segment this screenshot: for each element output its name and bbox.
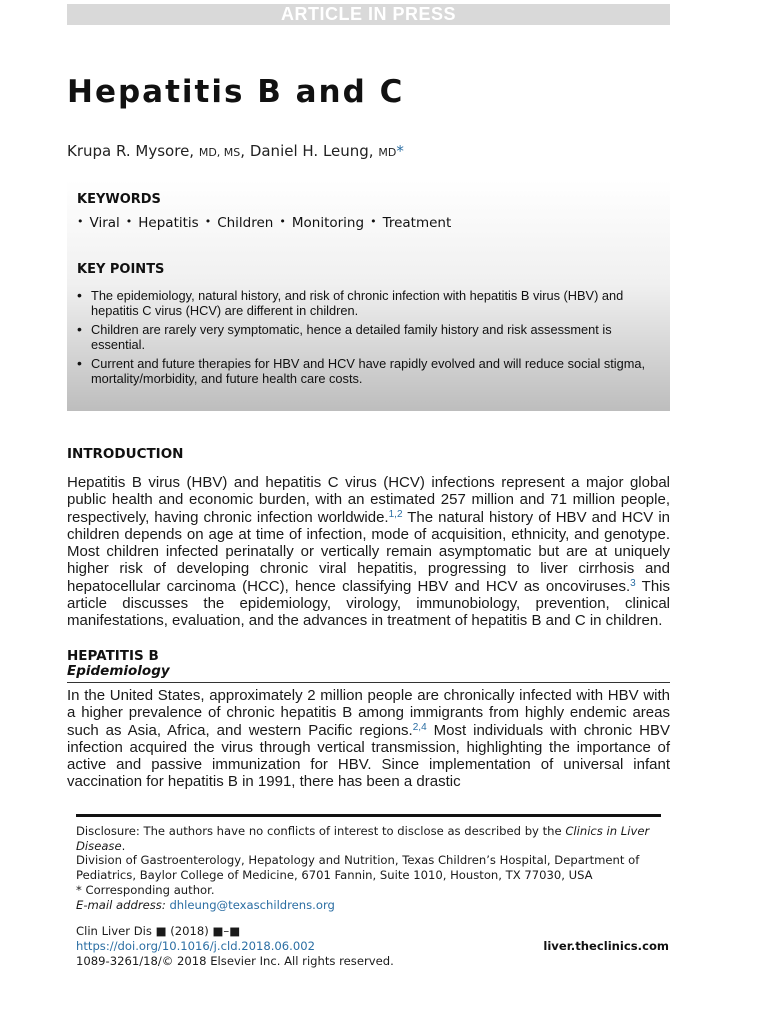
- keywords-heading: KEYWORDS: [77, 192, 161, 207]
- keyword-bullet: •: [370, 215, 377, 228]
- citation-ref[interactable]: 3: [630, 577, 636, 589]
- keyword-bullet: •: [279, 215, 286, 228]
- issn-copyright: 1089-3261/18/© 2018 Elsevier Inc. All rights reserved.: [76, 954, 394, 968]
- journal-site: liver.theclinics.com: [543, 939, 669, 953]
- corresponding-author-note: * Corresponding author.: [76, 883, 215, 897]
- keyword-list: [77, 215, 451, 231]
- disclosure-text: Disclosure: The authors have no conflicts of interest to disclose as described by the: [76, 824, 566, 838]
- author-degrees: MD: [378, 146, 397, 159]
- key-points-heading: KEY POINTS: [77, 262, 165, 277]
- email-line: [76, 898, 666, 913]
- keyword: Monitoring: [291, 215, 365, 231]
- keyword-bullet: •: [125, 215, 133, 228]
- introduction-heading: INTRODUCTION: [67, 446, 184, 462]
- article-title: Hepatitis B and C: [67, 74, 405, 110]
- journal-citation: Clin Liver Dis ■ (2018) ■–■: [76, 924, 241, 938]
- keywords-box: [67, 180, 670, 411]
- key-points-list: [77, 288, 657, 390]
- keyword: Treatment: [382, 215, 452, 231]
- corresponding-author-mark[interactable]: *: [396, 142, 404, 160]
- intro-text: Hepatitis B virus (HBV) and hepatitis C virus (HCV) infections represent a major global public health and economic burden, with an estimated 257 million and 71 million people, respectively, having chronic infection worldwide.: [67, 474, 670, 526]
- footnote-divider: [76, 814, 661, 817]
- key-point: • The epidemiology, natural history, and risk of chronic infection with hepatitis B virus (HBV) and hepatitis C virus (HCV) are different in children.: [77, 288, 657, 318]
- keyword: Children: [217, 215, 274, 231]
- disclosure-end: .: [121, 839, 126, 853]
- email-label: E-mail address:: [76, 898, 170, 912]
- article-in-press-banner: ARTICLE IN PRESS: [67, 4, 670, 25]
- author-name: Krupa R. Mysore,: [67, 142, 199, 160]
- disclosure-note: [76, 824, 666, 854]
- keyword-bullet: •: [204, 215, 212, 228]
- hbv-text: In the United States, approximately 2 million people are chronically infected with HBV with a higher prevalence of chronic hepatitis B among immigrants from highly endemic areas such as Asia, Africa, and western Pacific regions.: [67, 687, 670, 739]
- doi-link[interactable]: https://doi.org/10.1016/j.cld.2018.06.002: [76, 939, 315, 953]
- author-degrees: MD, MS: [198, 146, 241, 159]
- key-point: • Children are rarely very symptomatic, hence a detailed family history and risk assessment is essential.: [77, 322, 657, 352]
- citation-ref[interactable]: 1,2: [388, 508, 403, 520]
- author-line: [67, 142, 404, 160]
- epidemiology-subheading: Epidemiology: [67, 663, 670, 683]
- hepatitis-b-paragraph: [67, 687, 670, 791]
- journal-name: Clinics in Liver Disease: [76, 824, 650, 853]
- keyword: Viral: [89, 215, 120, 231]
- intro-text: This article discusses the epidemiology, virology, immunobiology, prevention, clinical manifestations, evaluation, and the advances in treatment of hepatitis B and C in children.: [67, 577, 671, 630]
- intro-text: The natural history of HBV and HCV in children depends on age at time of infection, mode of acquisition, ethnicity, and genotype. Most children infected perinatally or vertically remain asymptomatic but are at uniquely higher risk of developing chronic viral hepatitis, progressing to liver cirrhosis and hepatocellular carcinoma (HCC), hence classifying HBV and HCV as oncoviruses.: [67, 508, 670, 595]
- hbv-text: Most individuals with chronic HBV infection acquired the virus through vertical transmission, highlighting the importance of active and passive immunization for HBV. Since implementation of universal infant vaccination for hepatitis B in 1991, there has been a drastic: [67, 721, 670, 791]
- introduction-paragraph: [67, 474, 670, 630]
- keyword-bullet: •: [77, 215, 84, 228]
- key-point: • Current and future therapies for HBV and HCV have rapidly evolved and will reduce social stigma, mortality/morbidity, and future health care costs.: [77, 356, 657, 386]
- keyword: Hepatitis: [138, 215, 199, 231]
- citation-ref[interactable]: 2,4: [412, 721, 427, 733]
- affiliation-note: Division of Gastroenterology, Hepatology and Nutrition, Texas Children’s Hospital, Department of Pediatrics, Baylor College of Medicine, 6701 Fannin, Suite 1010, Houston, TX 77030, USA: [76, 853, 640, 882]
- hepatitis-b-heading: HEPATITIS B: [67, 648, 159, 664]
- author-name: , Daniel H. Leung,: [240, 142, 379, 160]
- email-link[interactable]: dhleung@texaschildrens.org: [169, 898, 335, 912]
